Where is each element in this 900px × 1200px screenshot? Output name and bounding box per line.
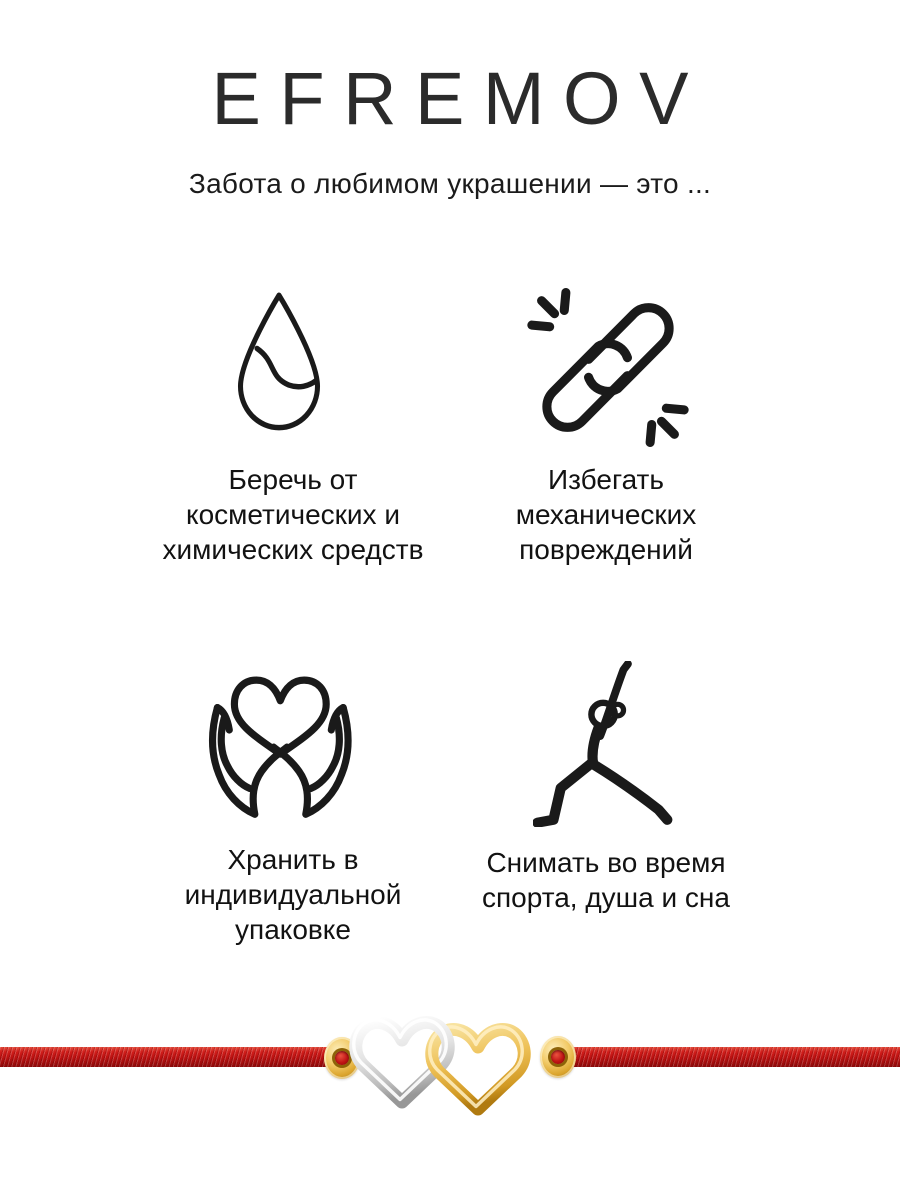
caption-line: повреждений — [519, 534, 693, 565]
caption-line: индивидуальной — [184, 879, 402, 910]
tip-cosmetics — [224, 287, 334, 443]
hands-holding-heart-icon — [197, 656, 367, 828]
yoga-pose-icon — [533, 661, 679, 827]
caption-line: спорта, душа и сна — [482, 882, 730, 913]
page-subtitle: Забота о любимом украшении — это ... — [188, 168, 712, 199]
tip-activity — [533, 661, 679, 827]
red-cord-left — [0, 1047, 334, 1067]
caption-line: Снимать во время — [486, 847, 726, 878]
caption-line: механических — [515, 499, 697, 530]
red-cord-right — [566, 1047, 900, 1067]
caption-line: Избегать — [548, 464, 664, 495]
caption-activity — [438, 845, 774, 915]
water-drop-icon — [224, 287, 334, 443]
caption-line: косметических и — [186, 499, 400, 530]
caption-line: упаковке — [235, 914, 351, 945]
tip-storage — [197, 656, 367, 828]
tip-damage — [527, 286, 689, 449]
interlocked-hearts-charm — [338, 1000, 554, 1126]
caption-line: химических средств — [162, 534, 424, 565]
brand-logo: EFREMOV — [211, 57, 707, 140]
broken-chain-icon — [527, 286, 689, 449]
caption-line: Хранить в — [227, 844, 359, 875]
caption-storage — [108, 842, 478, 947]
caption-line: Беречь от — [228, 464, 358, 495]
caption-cosmetics — [108, 462, 478, 567]
caption-damage — [438, 462, 774, 567]
